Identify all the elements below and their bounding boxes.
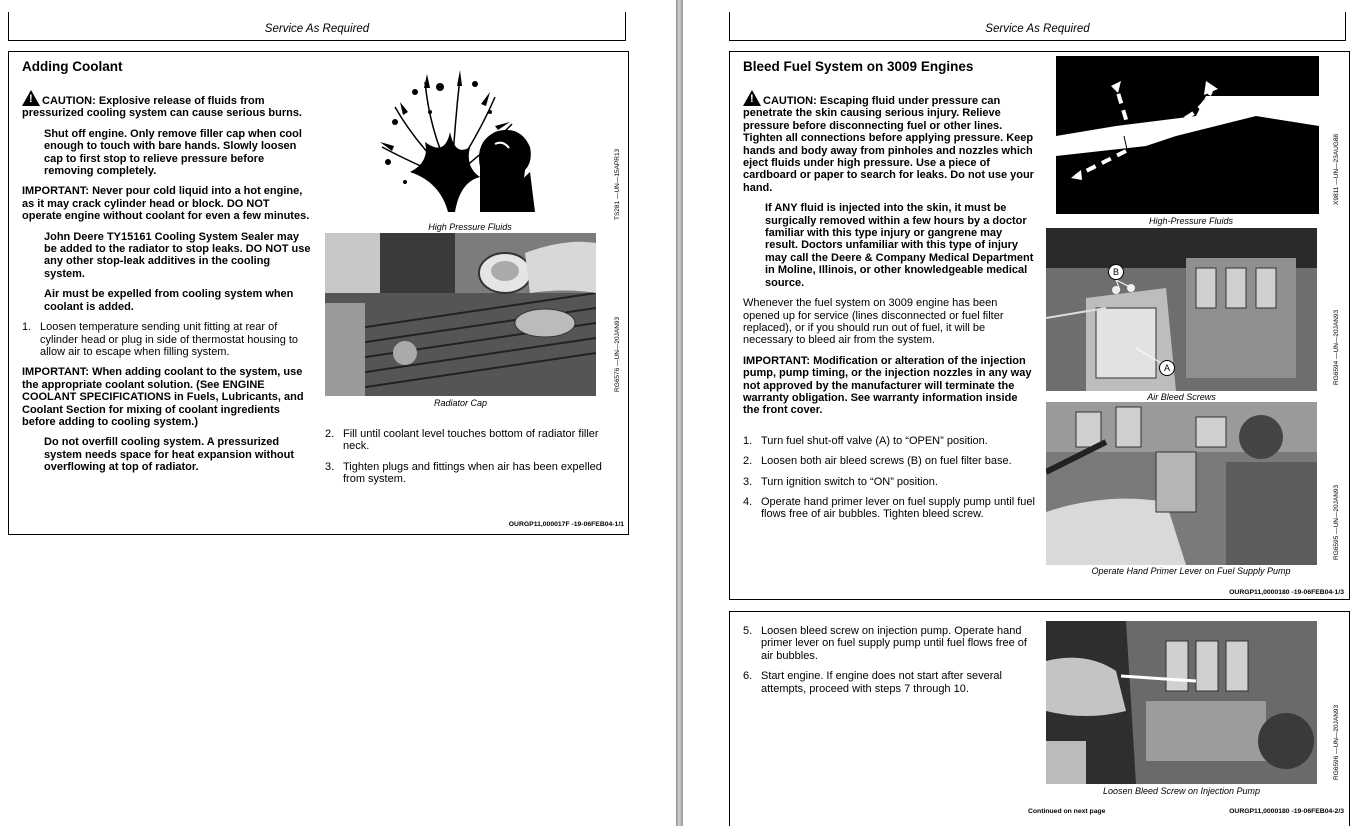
page-header: Service As Required bbox=[264, 23, 370, 35]
page-divider bbox=[676, 0, 683, 826]
caution-block: !CAUTION: Escaping fluid under pressure can penetrate the skin causing serious injury. Relieve pressure before disconnecting fuel or other lines. Tighten all connections before applying pressure. Keep hands and body away from pinholes and nozzles which eject fluids under high pressure. Use a piece of cardboard or paper to search for leaks. Do not use your hand. bbox=[743, 90, 1035, 194]
steps-list-2-column bbox=[743, 625, 1035, 703]
steps-list-2 bbox=[743, 625, 1035, 695]
step-item: 1. Turn fuel shut-off valve (A) to “OPEN” position. bbox=[743, 434, 988, 447]
step-item: 6. Start engine. If engine does not start after several attempts, proceed with steps 7 through 10. bbox=[743, 670, 1002, 695]
figure-id: RG6596 —UN—20JAN93 bbox=[1333, 704, 1340, 780]
figure-id: X9811 —UN—23AUG88 bbox=[1333, 133, 1340, 205]
warning-icon bbox=[743, 90, 761, 106]
figure-caption: High-Pressure Fluids bbox=[1148, 216, 1234, 226]
important-2-paragraph-2: Do not overfill cooling system. A pressurized system needs space for heat expansion without overflowing at top of radiator. bbox=[44, 436, 295, 474]
step-item: 2. Loosen both air bleed screws (B) on fuel filter base. bbox=[743, 455, 1012, 468]
important-block-1: IMPORTANT: Never pour cold liquid into a hot engine, as it may crack cylinder head or block. DO NOT operate engine without coolant for even a few minutes. bbox=[22, 185, 310, 223]
left-column bbox=[743, 90, 1035, 529]
figure-caption: High Pressure Fluids bbox=[428, 222, 512, 232]
figure-id: RG6594 —UN—20JAN93 bbox=[1333, 309, 1340, 385]
figure-id: RG6595 —UN—20JAN93 bbox=[1333, 484, 1340, 560]
figure-caption: Radiator Cap bbox=[433, 398, 488, 408]
step-1: 1. Loosen temperature sending unit fitting at rear of cylinder head or plug in side of thermostat housing to allow air to escape when filling system. bbox=[22, 321, 299, 358]
header-rule bbox=[729, 40, 1346, 41]
important-block: IMPORTANT: Modification or alteration of the injection pump, pump timing, or the injection nozzles in any way not approved by the manufacturer will terminate the warranty obligation. See warranty information inside the front cover. bbox=[743, 354, 1032, 417]
continued-notice: Continued on next page bbox=[1028, 808, 1106, 815]
intro-paragraph: Whenever the fuel system on 3009 engine has been opened up for service (lines disconnected or fuel filter replaced), or if you should run out of fuel, it will be necessary to bleed air from the system. bbox=[743, 297, 1004, 347]
important-1-paragraph-3: Air must be expelled from cooling system when coolant is added. bbox=[44, 288, 294, 313]
air-bleed-screws-photo bbox=[1046, 228, 1317, 391]
footer-code: OURGP11,0000180 -19-06FEB04-2/3 bbox=[1229, 808, 1344, 815]
important-block-2: IMPORTANT: When adding coolant to the system, use the appropriate coolant solution. (See ENGINE COOLANT SPECIFICATIONS in Fuels, Lubricants, and Coolant Section for mixing of coolant ingredients before adding to cooling system.) bbox=[22, 366, 304, 428]
important-1-paragraph-2: John Deere TY15161 Cooling System Sealer may be added to the radiator to stop leaks. DO NOT use any other stop-leak additives in the cooling system. bbox=[44, 230, 311, 280]
right-page bbox=[683, 0, 1356, 826]
caution-detail: Shut off engine. Only remove filler cap when cool enough to touch with bare hands. Slowly loosen cap to first stop to relieve pressure before removing completely. bbox=[44, 127, 302, 178]
footer-code: OURGP11,0000180 -19-06FEB04-1/3 bbox=[1229, 589, 1344, 596]
left-page bbox=[0, 0, 676, 826]
callout-b: B bbox=[1108, 264, 1124, 280]
figure-id: RG6576 —UN—20JAN93 bbox=[614, 316, 621, 392]
step-item: 5. Loosen bleed screw on injection pump. Operate hand primer lever on fuel supply pump until fuel flows free of air bubbles. bbox=[743, 625, 1027, 662]
high-pressure-fluids-illustration bbox=[1056, 56, 1319, 214]
step-item: 4. Operate hand primer lever on fuel supply pump until fuel flows free of air bubbles. Tighten bleed screw. bbox=[743, 495, 1035, 521]
callout-a: A bbox=[1159, 360, 1175, 376]
hand-primer-lever-photo bbox=[1046, 402, 1317, 565]
step-3: 3. Tighten plugs and fittings when air has been expelled from system. bbox=[325, 460, 602, 486]
left-column bbox=[22, 90, 312, 482]
injection-pump-bleed-screw-photo bbox=[1046, 621, 1317, 784]
steps-list bbox=[743, 435, 1035, 521]
step-2: 2. Fill until coolant level touches bottom of radiator filler neck. bbox=[325, 428, 599, 453]
page-header: Service As Required bbox=[985, 23, 1090, 35]
section-title: Bleed Fuel System on 3009 Engines bbox=[743, 59, 974, 74]
warning-icon bbox=[22, 90, 40, 106]
caution-paragraph-2: If ANY fluid is injected into the skin, it must be surgically removed within a few hours by a doctor familiar with this type injury or gangrene may result. Doctors unfamiliar with this type of injury may call the Deere & Company Medical Department in Moline, Illinois, or other knowledgeable medical source. bbox=[765, 202, 1034, 289]
header-rule bbox=[8, 40, 626, 41]
figure-caption: Operate Hand Primer Lever on Fuel Supply Pump bbox=[1091, 566, 1291, 576]
high-pressure-fluids-illustration bbox=[370, 62, 535, 220]
figure-id: TS281 —UN—15APR13 bbox=[614, 148, 621, 220]
radiator-cap-photo bbox=[325, 233, 596, 396]
figure-caption: Air Bleed Screws bbox=[1147, 392, 1216, 402]
caution-block: !CAUTION: Explosive release of fluids from pressurized cooling system can cause serious burns. bbox=[22, 90, 312, 120]
figure-caption: Loosen Bleed Screw on Injection Pump bbox=[1102, 786, 1261, 796]
section-title: Adding Coolant bbox=[22, 59, 123, 74]
right-column-steps bbox=[325, 428, 615, 494]
footer-code: OURGP11,000017F -19-06FEB04-1/1 bbox=[508, 521, 624, 528]
step-item: 3. Turn ignition switch to “ON” position. bbox=[743, 475, 938, 488]
